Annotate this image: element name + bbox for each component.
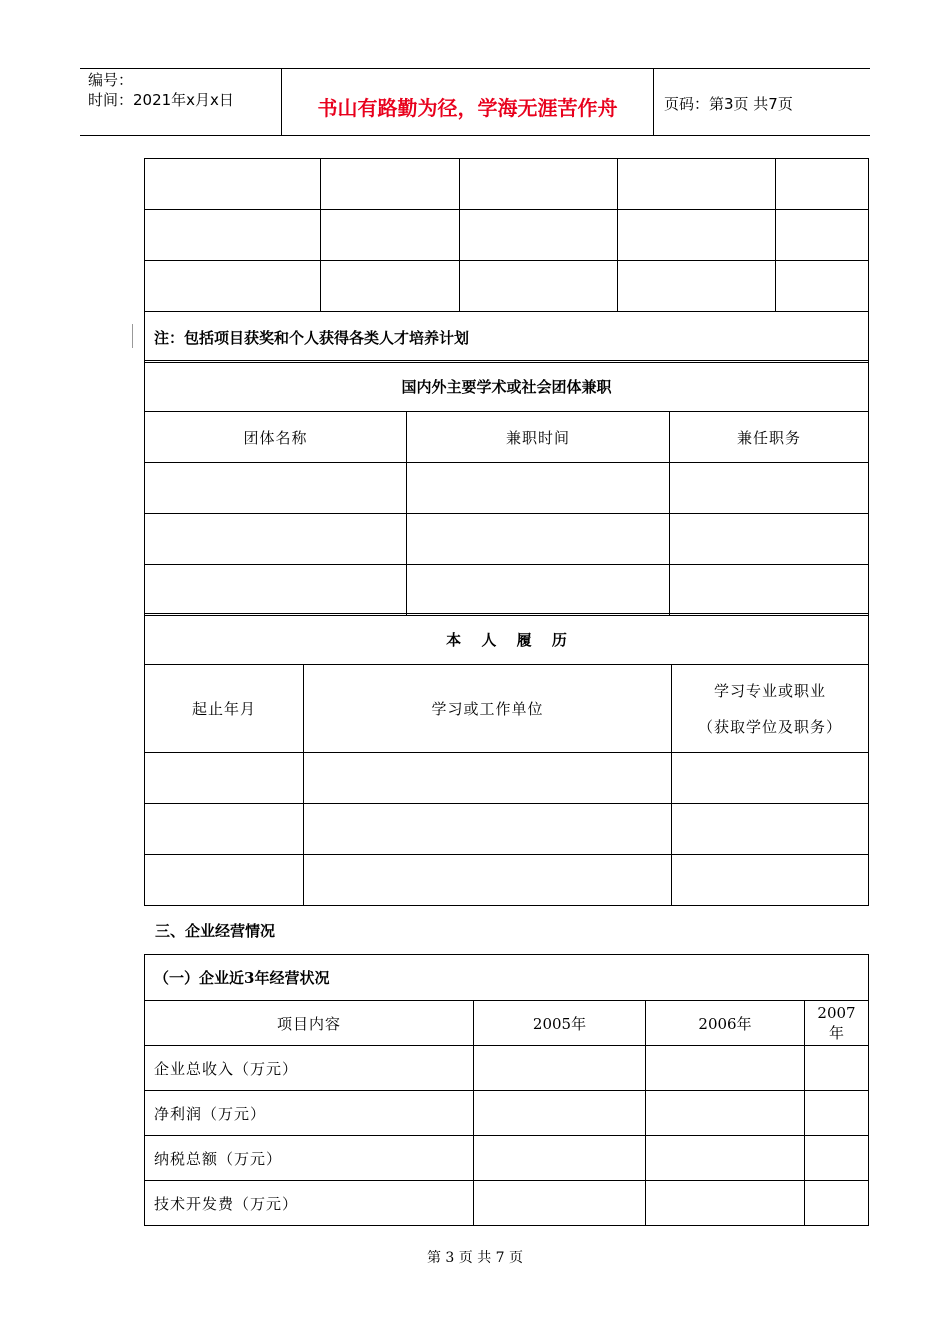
table-cell[interactable] bbox=[145, 210, 321, 261]
awards-table bbox=[144, 158, 869, 363]
table-row bbox=[145, 955, 869, 1001]
table-cell[interactable] bbox=[618, 159, 776, 210]
table-cell[interactable] bbox=[805, 1136, 869, 1181]
table-cell[interactable] bbox=[407, 514, 670, 565]
table-cell[interactable] bbox=[474, 1091, 646, 1136]
societies-title: 国内外主要学术或社会团体兼职 bbox=[145, 361, 869, 412]
table-cell[interactable] bbox=[474, 1046, 646, 1091]
column-header: 2006年 bbox=[646, 1001, 805, 1046]
table-cell[interactable] bbox=[672, 753, 869, 804]
row-label: 技术开发费（万元） bbox=[145, 1181, 474, 1226]
table-cell[interactable] bbox=[145, 804, 304, 855]
row-label: 净利润（万元） bbox=[145, 1091, 474, 1136]
row-label: 企业总收入（万元） bbox=[145, 1046, 474, 1091]
table-row bbox=[145, 1001, 869, 1046]
serial-label: 编号： bbox=[88, 71, 134, 89]
table-row bbox=[145, 804, 869, 855]
header-bottom-rule bbox=[80, 135, 870, 136]
motto: 书山有路勤为径，学海无涯苦作舟 bbox=[317, 96, 618, 120]
table-row bbox=[145, 565, 869, 616]
table-row bbox=[145, 1181, 869, 1226]
table-cell[interactable] bbox=[805, 1181, 869, 1226]
table-cell[interactable] bbox=[145, 514, 407, 565]
column-header: 团体名称 bbox=[145, 412, 407, 463]
major-header-line1: 学习专业或职业 bbox=[714, 681, 827, 700]
table-cell[interactable] bbox=[670, 565, 869, 616]
major-header-line2: （获取学位及职务） bbox=[698, 717, 843, 736]
table-row bbox=[145, 312, 869, 363]
table-cell[interactable] bbox=[776, 159, 869, 210]
time-label: 时间：2021年x月x日 bbox=[88, 91, 234, 109]
header-top-rule bbox=[80, 68, 870, 69]
table-cell[interactable] bbox=[407, 463, 670, 514]
table-row bbox=[145, 159, 869, 210]
table-row bbox=[145, 210, 869, 261]
table-cell[interactable] bbox=[474, 1181, 646, 1226]
column-header: 2007年 bbox=[805, 1001, 869, 1046]
column-header: 学习或工作单位 bbox=[304, 665, 672, 753]
table-cell[interactable] bbox=[304, 753, 672, 804]
table-cell[interactable] bbox=[460, 261, 618, 312]
table-cell[interactable] bbox=[646, 1181, 805, 1226]
column-header bbox=[672, 665, 869, 753]
column-header: 2005年 bbox=[474, 1001, 646, 1046]
table-row bbox=[145, 412, 869, 463]
table-cell[interactable] bbox=[145, 855, 304, 906]
table-cell[interactable] bbox=[776, 210, 869, 261]
table-cell[interactable] bbox=[321, 210, 460, 261]
page-footer: 第 3 页 共 7 页 bbox=[426, 1250, 524, 1266]
column-header: 兼职时间 bbox=[407, 412, 670, 463]
table-cell[interactable] bbox=[460, 210, 618, 261]
page-label: 页码：第3页 共7页 bbox=[664, 95, 793, 113]
column-header: 项目内容 bbox=[145, 1001, 474, 1046]
table-cell[interactable] bbox=[460, 159, 618, 210]
table-cell[interactable] bbox=[474, 1136, 646, 1181]
table-cell[interactable] bbox=[407, 565, 670, 616]
table-row bbox=[145, 261, 869, 312]
table-cell[interactable] bbox=[670, 463, 869, 514]
table-cell[interactable] bbox=[646, 1046, 805, 1091]
table-cell[interactable] bbox=[145, 261, 321, 312]
column-header: 兼任职务 bbox=[670, 412, 869, 463]
table-cell[interactable] bbox=[321, 159, 460, 210]
table-row bbox=[145, 614, 869, 665]
row-label: 纳税总额（万元） bbox=[145, 1136, 474, 1181]
table-cell[interactable] bbox=[618, 261, 776, 312]
table-row bbox=[145, 361, 869, 412]
table-row bbox=[145, 463, 869, 514]
awards-note: 注：包括项目获奖和个人获得各类人才培养计划 bbox=[145, 312, 869, 363]
table-cell[interactable] bbox=[304, 804, 672, 855]
resume-table bbox=[144, 613, 869, 906]
table-cell[interactable] bbox=[304, 855, 672, 906]
table-row bbox=[145, 855, 869, 906]
table-cell[interactable] bbox=[618, 210, 776, 261]
column-header: 起止年月 bbox=[145, 665, 304, 753]
table-cell[interactable] bbox=[145, 463, 407, 514]
table-cell[interactable] bbox=[646, 1091, 805, 1136]
section-heading: 三、企业经营情况 bbox=[155, 922, 276, 940]
table-cell[interactable] bbox=[145, 565, 407, 616]
table-row bbox=[145, 1091, 869, 1136]
table-cell[interactable] bbox=[145, 159, 321, 210]
societies-table bbox=[144, 360, 869, 616]
margin-mark bbox=[132, 324, 133, 348]
table-cell[interactable] bbox=[646, 1136, 805, 1181]
table-cell[interactable] bbox=[670, 514, 869, 565]
table-cell[interactable] bbox=[805, 1046, 869, 1091]
table-cell[interactable] bbox=[672, 804, 869, 855]
table-row bbox=[145, 1046, 869, 1091]
table-cell[interactable] bbox=[776, 261, 869, 312]
table-cell[interactable] bbox=[672, 855, 869, 906]
header-divider bbox=[653, 68, 654, 136]
subsection-heading: （一）企业近3年经营状况 bbox=[145, 955, 869, 1001]
business-table bbox=[144, 954, 869, 1226]
table-row bbox=[145, 753, 869, 804]
resume-title: 本 人 履 历 bbox=[145, 614, 869, 665]
table-row bbox=[145, 514, 869, 565]
table-cell[interactable] bbox=[321, 261, 460, 312]
table-cell[interactable] bbox=[145, 753, 304, 804]
table-row bbox=[145, 1136, 869, 1181]
table-cell[interactable] bbox=[805, 1091, 869, 1136]
table-row bbox=[145, 665, 869, 753]
